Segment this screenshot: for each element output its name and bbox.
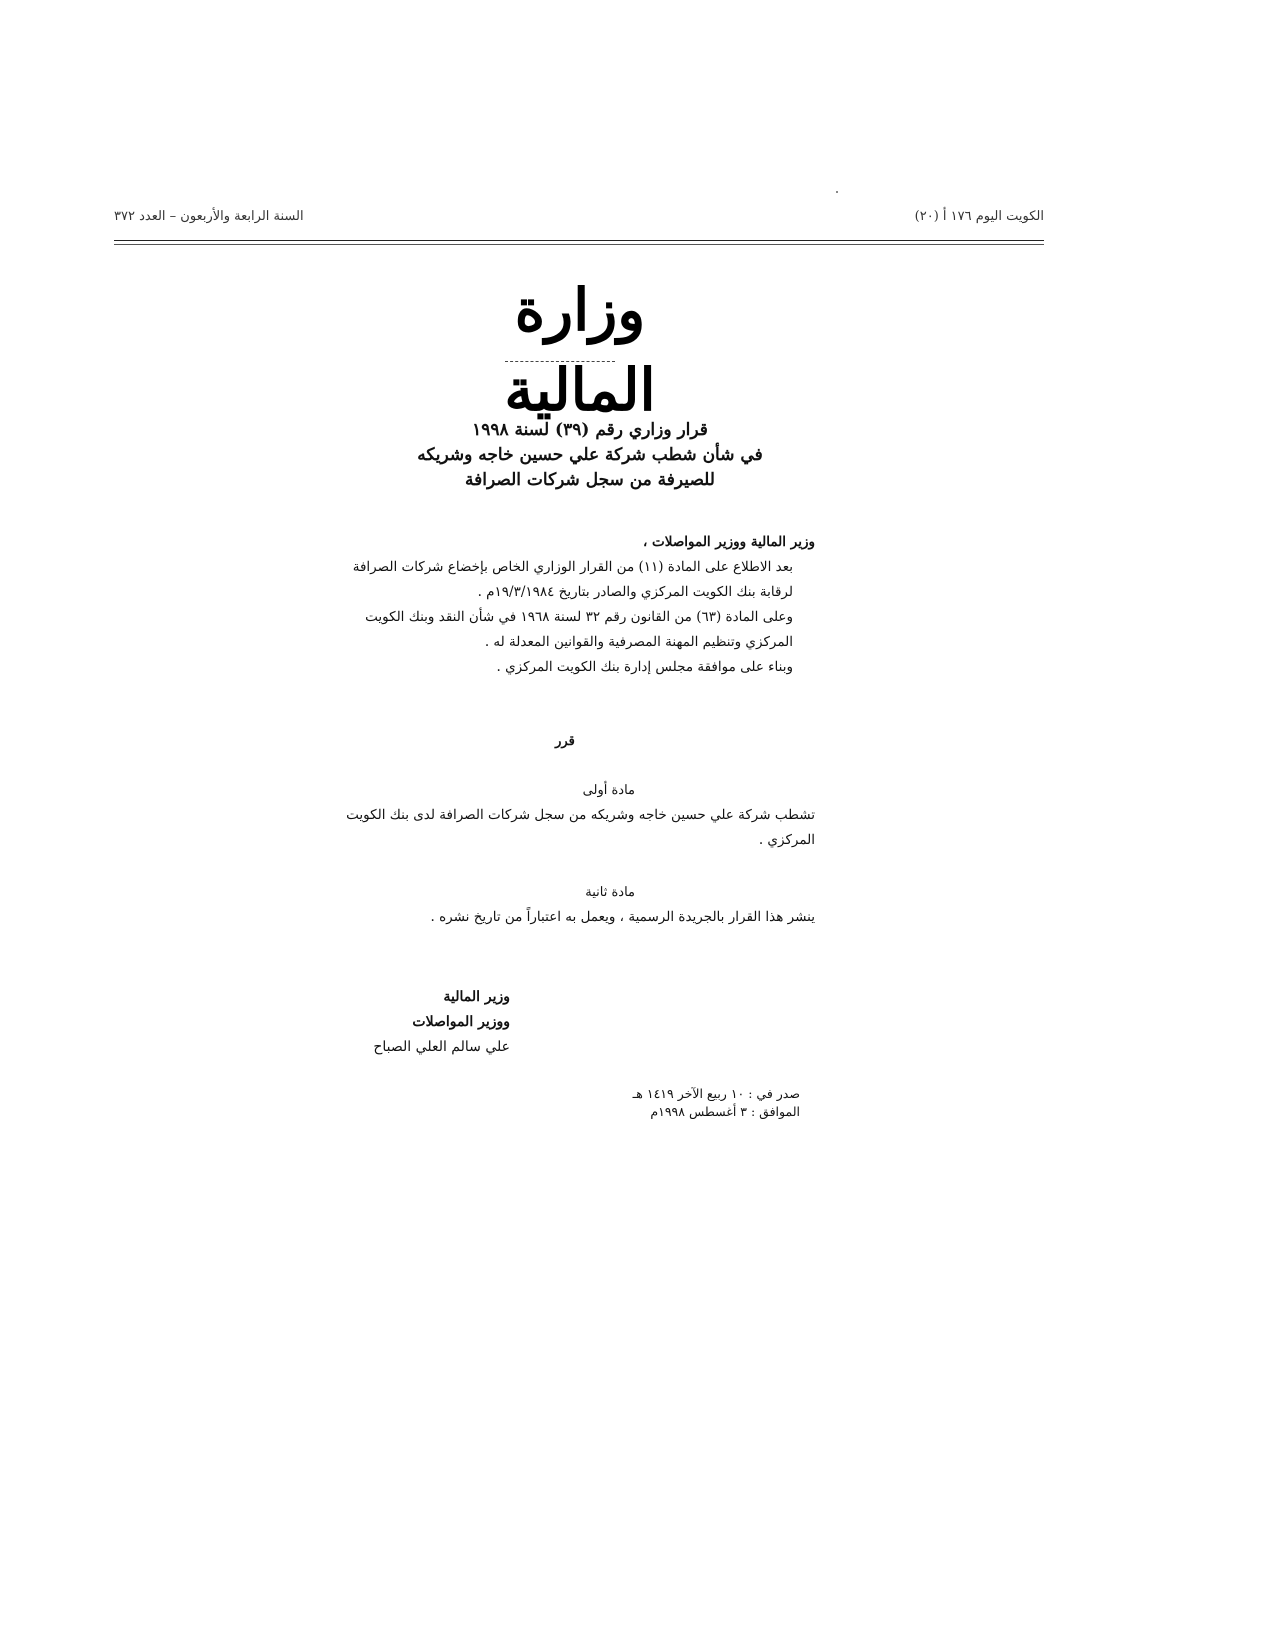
article-second xyxy=(345,880,815,930)
signature-title-2: ووزير المواصلات xyxy=(412,1014,510,1030)
header-rule xyxy=(114,240,1044,241)
preamble-paragraph: وعلى المادة (٦٣) من القانون رقم ٣٢ لسنة ١٩٦٨ في شأن النقد وبنك الكويت المركزي وتنظيم المهنة المصرفية والقوانين المعدلة له . xyxy=(365,609,793,650)
signatory-name: علي سالم العلي الصباح xyxy=(373,1039,510,1055)
decision-title xyxy=(380,418,800,493)
article-text: تشطب شركة علي حسين خاجه وشريكه من سجل شركات الصرافة لدى بنك الكويت المركزي . xyxy=(346,807,815,848)
ministry-underline xyxy=(505,361,615,362)
header-year-issue: السنة الرابعة والأربعون – العدد ٣٧٢ xyxy=(114,209,304,224)
signature-title: وزير المالية xyxy=(443,989,510,1005)
header-issue-ref: الكويت اليوم ١٧٦ أ (٢٠) xyxy=(914,209,1044,224)
preamble-paragraph: بعد الاطلاع على المادة (١١) من القرار الوزاري الخاص بإخضاع شركات الصرافة لرقابة بنك الكويت المركزي والصادر بتاريخ ١٩/٣/١٩٨٤م . xyxy=(352,559,793,600)
article-heading: مادة ثانية xyxy=(585,885,635,900)
decision-title-line: للصيرفة من سجل شركات الصرافة xyxy=(464,470,715,490)
decision-title-line: في شأن شطب شركة علي حسين خاجه وشريكه xyxy=(417,445,763,465)
signature-block xyxy=(330,985,510,1060)
preamble-addressee: وزير المالية ووزير المواصلات ، xyxy=(643,534,815,550)
preamble-paragraph: وبناء على موافقة مجلس إدارة بنك الكويت المركزي . xyxy=(496,659,793,675)
preamble xyxy=(345,530,815,680)
article-heading: مادة أولى xyxy=(582,783,635,798)
gazette-header xyxy=(114,205,1044,229)
scan-speck xyxy=(836,191,838,193)
decree-word: قرر xyxy=(555,734,575,749)
decision-title-line: قرار وزاري رقم (٣٩) لسنة ١٩٩٨ xyxy=(472,420,708,440)
article-first xyxy=(345,778,815,853)
issue-date-hijri: صدر في : ١٠ ربيع الآخر ١٤١٩ هـ xyxy=(632,1086,800,1101)
issue-date-block xyxy=(560,1085,800,1121)
ministry-heading: وزارة المالية xyxy=(504,276,656,424)
article-text: ينشر هذا القرار بالجريدة الرسمية ، ويعمل به اعتباراً من تاريخ نشره . xyxy=(430,909,815,925)
header-rule-thin xyxy=(114,244,1044,245)
issue-date-gregorian: الموافق : ٣ أغسطس ١٩٩٨م xyxy=(650,1104,800,1119)
